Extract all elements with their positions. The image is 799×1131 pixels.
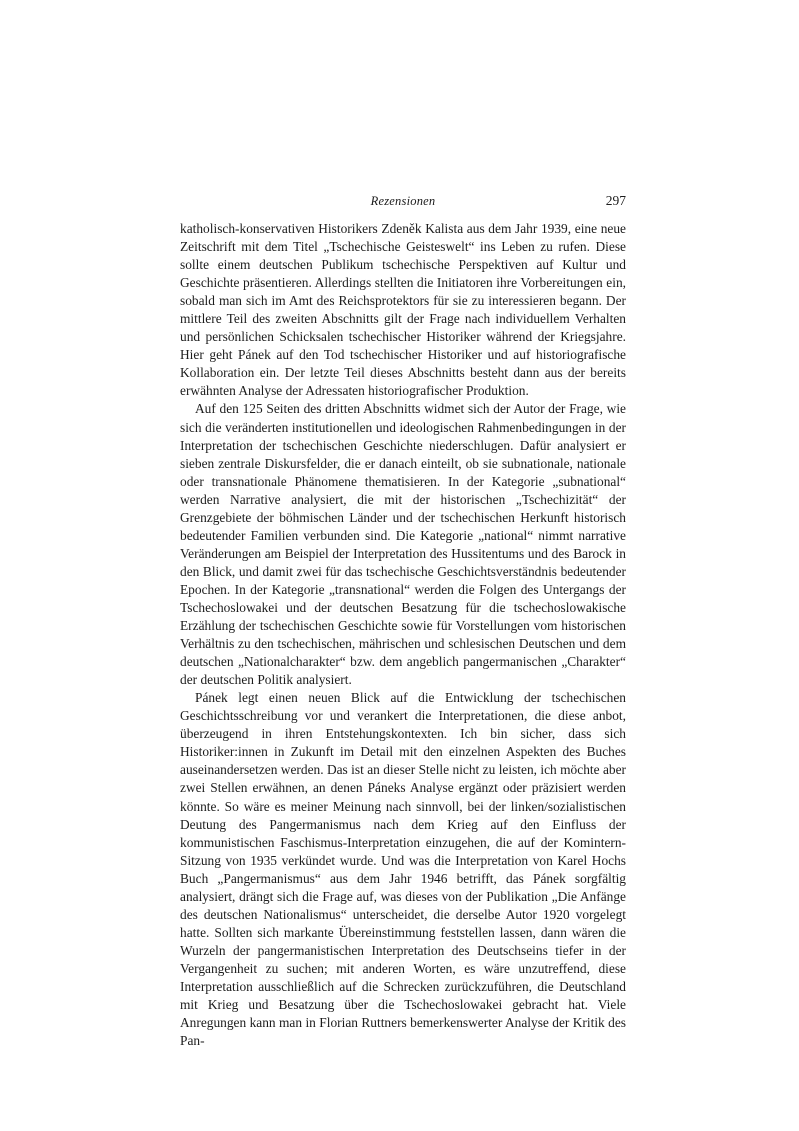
- body-text: [180, 220, 626, 1050]
- page-number: 297: [605, 193, 626, 208]
- paragraph-third-section: Auf den 125 Seiten des dritten Abschnitts widmet sich der Autor der Frage, wie sich die veränderten institutionellen und ideologischen Rahmenbedingungen in der Interpretation der tschechischen Geschichte niederschlugen. Dafür analysiert er sieben zentrale Diskursfelder, die er danach einteilt, ob sie subnationale, nationale oder transnationale Phänomene thematisieren. In der Kategorie „subnational“ werden Narrative analysiert, die mit der historischen „Tschechizität“ der Grenzgebiete der böhmischen Länder und der tschechischen Herkunft historisch bedeutender Familien verbunden sind. Die Kategorie „national“ nimmt narrative Veränderungen am Beispiel der Interpretation des Hussitentums und des Barock in den Blick, und damit zwei für das tschechische Geschichtsverständnis bedeutender Epochen. In der Kategorie „transnational“ werden die Folgen des Untergangs der Tschechoslowakei und der deutschen Besatzung für die tschechoslowakische Erzählung der tschechischen Geschichte sowie für Vorstellungen vom historischen Verhältnis zu den tschechischen, mährischen und schlesischen Deutschen und dem deutschen „Nationalcharakter“ bzw. dem angeblich pangermanischen „Charakter“ der deutschen Politik analysiert.: [180, 401, 626, 688]
- page-header: [180, 194, 626, 214]
- paragraph-continued: katholisch-konservativen Historikers Zdeněk Kalista aus dem Jahr 1939, eine neue Zeitschrift mit dem Titel „Tschechische Geisteswelt“ ins Leben zu rufen. Diese sollte einem deutschen Publikum tschechische Perspektiven auf Kultur und Geschichte präsentieren. Allerdings stellten die Initiatoren ihre Vorbereitungen ein, sobald man sich im Amt des Reichsprotektors für sie zu interessieren begann. Der mittlere Teil des zweiten Abschnitts gilt der Frage nach individuellem Verhalten und persönlichen Schicksalen tschechischer Historiker während der Kriegsjahre. Hier geht Pánek auf den Tod tschechischer Historiker und auf historiografische Kollaboration ein. Der letzte Teil dieses Abschnitts besteht dann aus der bereits erwähnten Analyse der Adressaten historiografischer Produktion.: [180, 221, 626, 399]
- paragraph-evaluation: Pánek legt einen neuen Blick auf die Entwicklung der tschechischen Geschichtsschreibung vor und verankert die Interpretationen, die diese anbot, überzeugend in ihren Entstehungskontexten. Ich bin sicher, dass sich Historiker:innen in Zukunft im Detail mit den einzelnen Aspekten des Buches auseinandersetzen werden. Das ist an dieser Stelle nicht zu leisten, ich möchte aber zwei Stellen erwähnen, an denen Páneks Analyse ergänzt oder präzisiert werden könnte. So wäre es meiner Meinung nach sinnvoll, bei der linken/sozialistischen Deutung des Pangermanismus nach dem Krieg auf den Einfluss der kommunistischen Faschismus-Interpretation einzugehen, die auf der Komintern-Sitzung von 1935 verkündet wurde. Und was die Interpretation von Karel Hochs Buch „Pangermanismus“ aus dem Jahr 1946 betrifft, das Pánek sorgfältig analysiert, drängt sich die Frage auf, was dieses von der Publikation „Die Anfänge des deutschen Nationalismus“ unterscheidet, die derselbe Autor 1920 vorgelegt hatte. Sollten sich markante Übereinstimmung feststellen lassen, dann wären die Wurzeln der pangermanistischen Interpretation des Deutschseins tiefer in der Vergangenheit zu suchen; mit anderen Worten, es wäre unzutreffend, diese Interpretation ausschließlich auf die Schrecken zurückzuführen, die Deutschland mit Krieg und Besatzung über die Tschechoslowakei gebracht hat. Viele Anregungen kann man in Florian Ruttners bemerkenswerter Analyse der Kritik des Pan-: [180, 690, 626, 1049]
- running-head: Rezensionen: [370, 194, 436, 208]
